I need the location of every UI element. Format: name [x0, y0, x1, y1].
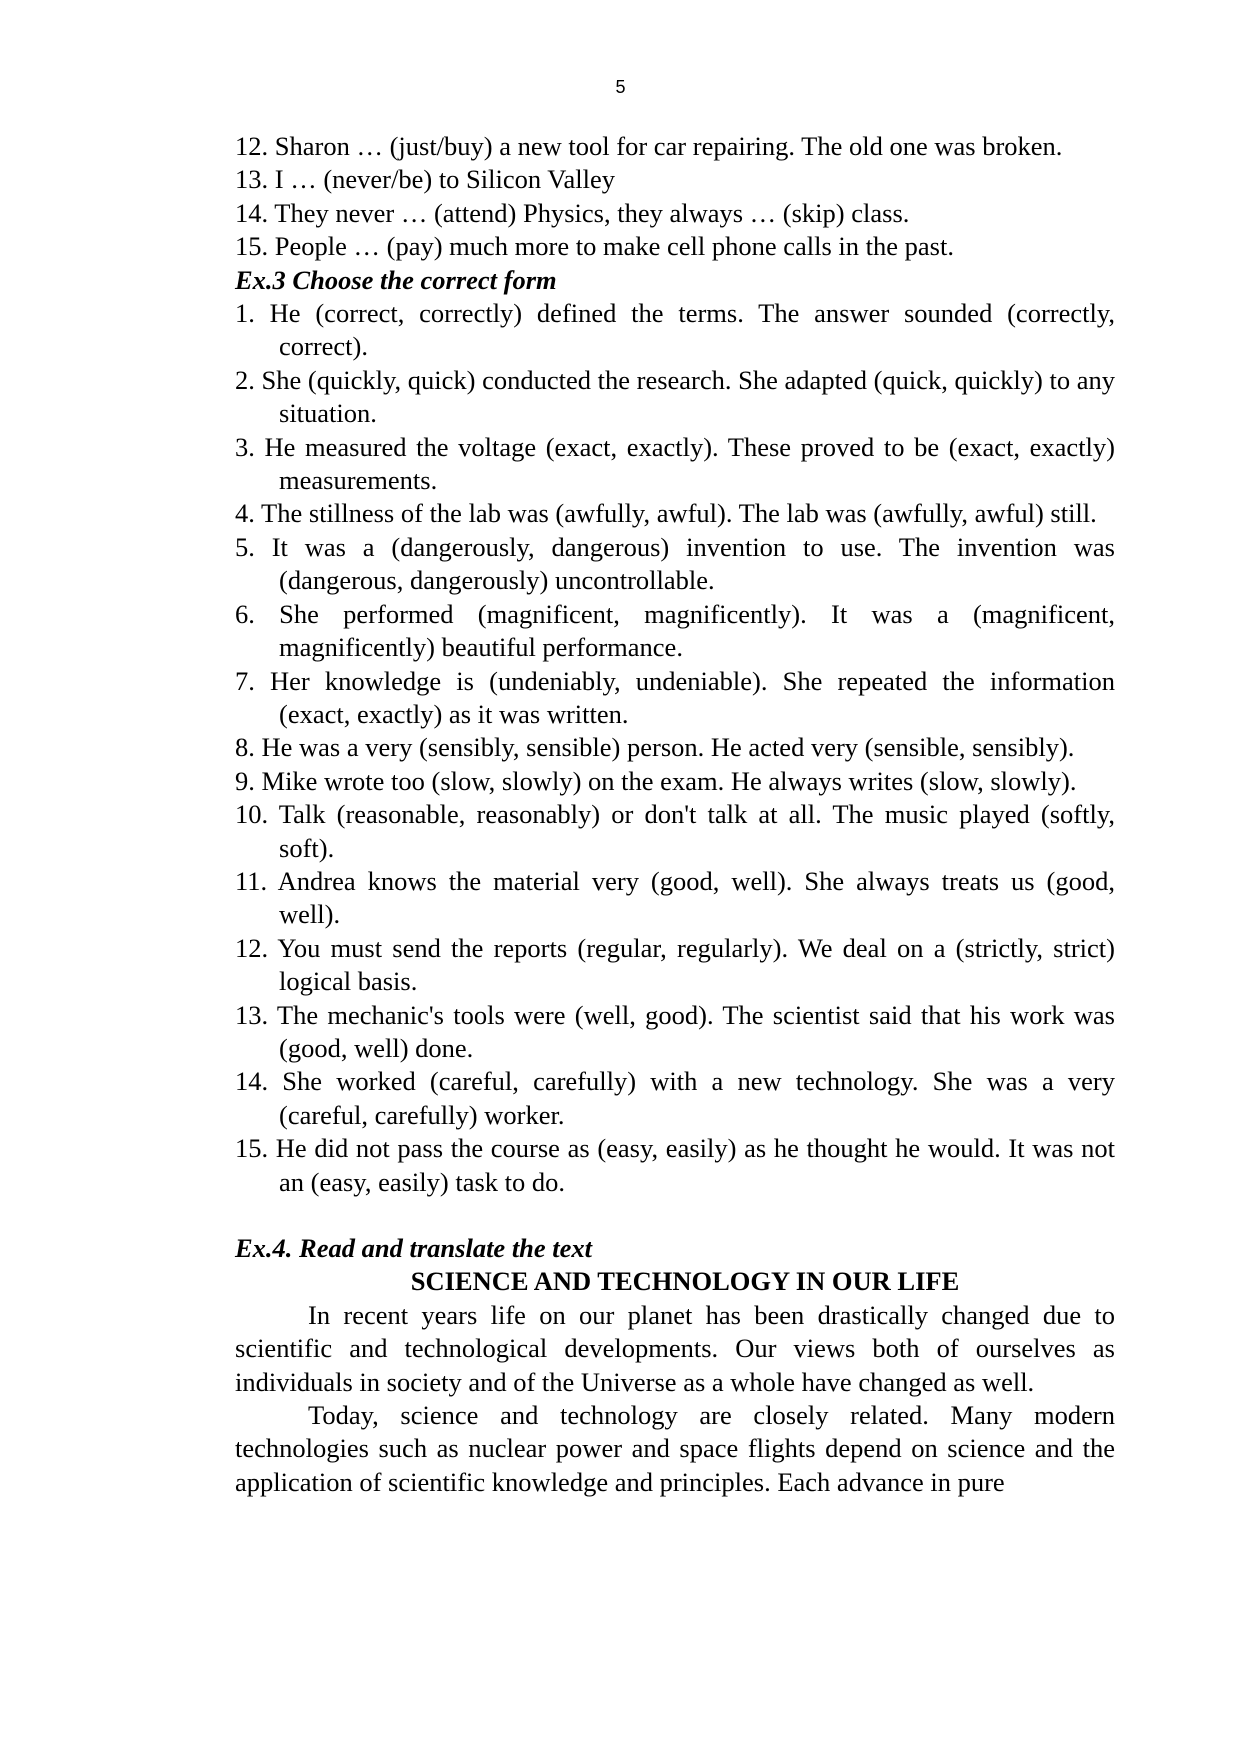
text-paragraph-1: In recent years life on our planet has been drastically changed due to scientific and technological developments. Our views both of ourselves as individuals in society and of the Universe as a whole have changed as well.: [235, 1299, 1115, 1397]
section-spacer: [235, 1199, 1115, 1232]
ex2-item-14: 14. They never … (attend) Physics, they always … (skip) class.: [235, 197, 910, 228]
ex3-item-15: 15. He did not pass the course as (easy, easily) as he thought he would. It was not an (easy, easily) task to do.: [235, 1133, 1115, 1197]
page-number: 5: [615, 77, 626, 97]
ex3-item-12: 12. You must send the reports (regular, regularly). We deal on a (strictly, strict) logical basis.: [235, 932, 1115, 997]
ex3-item-10: 10. Talk (reasonable, reasonably) or don't talk at all. The music played (softly, soft).: [235, 799, 1115, 863]
ex3-item-6: 6. She performed (magnificent, magnificently). It was a (magnificent, magnificently) beautiful performance.: [235, 598, 1115, 663]
ex3-item-1: 1. He (correct, correctly) defined the terms. The answer sounded (correctly, correct).: [235, 298, 1115, 362]
ex3-item-2: 2. She (quickly, quick) conducted the research. She adapted (quick, quickly) to any situation.: [235, 364, 1115, 429]
ex3-item-13: 13. The mechanic's tools were (well, good). The scientist said that his work was (good, well) done.: [235, 999, 1115, 1063]
ex4-heading: Ex.4. Read and translate the text: [235, 1233, 593, 1263]
ex3-item-3: 3. He measured the voltage (exact, exactly). These proved to be (exact, exactly) measurements.: [235, 431, 1115, 496]
ex2-item-13: 13. I … (never/be) to Silicon Valley: [235, 164, 615, 195]
ex3-item-14: 14. She worked (careful, carefully) with a new technology. She was a very (careful, carefully) worker.: [235, 1066, 1115, 1130]
ex2-item-12: 12. Sharon … (just/buy) a new tool for car repairing. The old one was broken.: [235, 131, 1063, 161]
ex3-item-9: 9. Mike wrote too (slow, slowly) on the exam. He always writes (slow, slowly).: [235, 765, 1077, 796]
page-content: [235, 130, 1115, 1499]
ex2-item-15: 15. People … (pay) much more to make cell phone calls in the past.: [235, 231, 954, 262]
ex3-heading: Ex.3 Choose the correct form: [235, 264, 557, 295]
text-title: SCIENCE AND TECHNOLOGY IN OUR LIFE: [410, 1266, 960, 1297]
ex3-item-4: 4. The stillness of the lab was (awfully, awful). The lab was (awfully, awful) still.: [235, 498, 1097, 529]
ex3-item-7: 7. Her knowledge is (undeniably, undeniable). She repeated the information (exact, exactly) as it was written.: [235, 665, 1115, 729]
text-paragraph-2: Today, science and technology are closely related. Many modern technologies such as nuclear power and space flights depend on science and the application of scientific knowledge and principles. Each advance in pure: [235, 1400, 1115, 1497]
ex3-item-11: 11. Andrea knows the material very (good, well). She always treats us (good, well).: [235, 865, 1115, 930]
ex3-item-8: 8. He was a very (sensibly, sensible) person. He acted very (sensible, sensibly).: [235, 732, 1075, 763]
ex3-item-5: 5. It was a (dangerously, dangerous) invention to use. The invention was (dangerous, dangerously) uncontrollable.: [235, 531, 1115, 596]
